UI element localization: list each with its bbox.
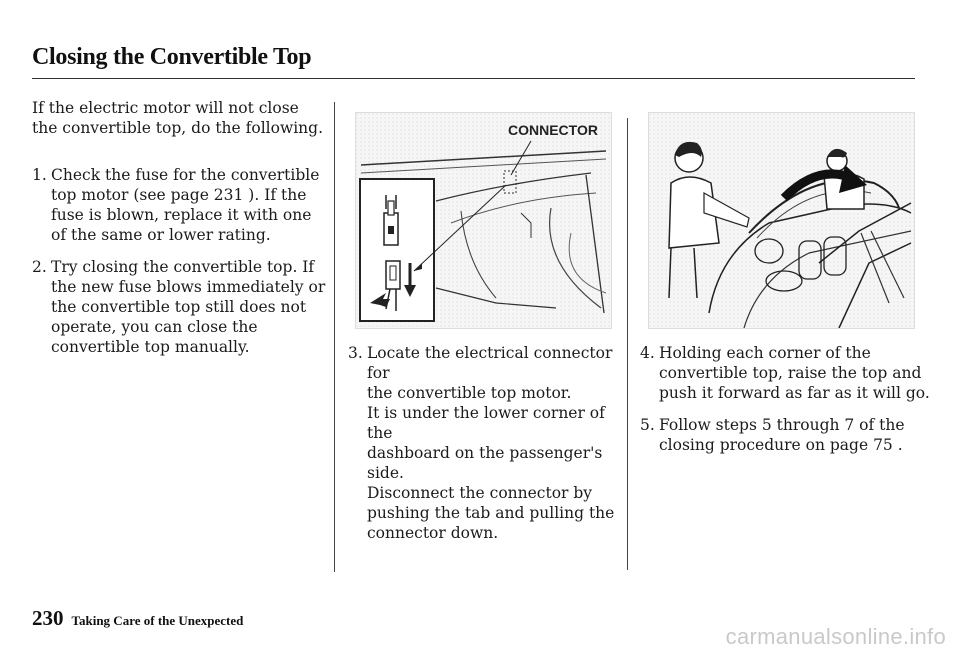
step-1 (32, 165, 332, 245)
text-line: convertible top manually. (51, 338, 250, 356)
section-name: Taking Care of the Unexpected (71, 613, 244, 628)
step-3 (348, 343, 628, 543)
step-number: 5. (640, 416, 655, 434)
page-title: Closing the Convertible Top (32, 44, 312, 70)
step-number: 2. (32, 258, 47, 276)
text-line: closing procedure on page 75 . (659, 436, 903, 454)
connector-label: CONNECTOR (508, 122, 598, 138)
text-line: of the same or lower rating. (51, 226, 271, 244)
text-line: If the electric motor will not close (32, 99, 299, 117)
step-2 (32, 257, 332, 357)
text-line: dashboard on the passenger's side. (367, 444, 603, 482)
text-line: convertible top, raise the top and (659, 364, 922, 382)
text-line: top motor (see page 231 ). If the (51, 186, 307, 204)
step-5 (640, 415, 930, 455)
text-line: the convertible top motor. (367, 384, 572, 402)
connector-drawing (356, 113, 611, 328)
text-line: fuse is blown, replace it with one (51, 206, 312, 224)
step-number: 3. (348, 344, 363, 362)
connector-illustration (355, 112, 612, 329)
raising-top-drawing (649, 113, 914, 328)
text-line: push it forward as far as it will go. (659, 384, 930, 402)
page-number: 230 (32, 606, 64, 630)
step-number: 4. (640, 344, 655, 362)
text-line: Try closing the convertible top. If (51, 258, 315, 276)
step-4 (640, 343, 930, 403)
text-line: Disconnect the connector by (367, 484, 593, 502)
page-footer (32, 606, 243, 631)
convertible-top-illustration (648, 112, 915, 329)
column-divider-left (334, 102, 335, 572)
text-line: It is under the lower corner of the (367, 404, 605, 442)
text-line: Locate the electrical connector for (367, 344, 613, 382)
text-line: Check the fuse for the convertible (51, 166, 320, 184)
text-line: operate, you can close the (51, 318, 258, 336)
intro-paragraph (32, 98, 332, 138)
text-line: pushing the tab and pulling the (367, 504, 615, 522)
text-line: connector down. (367, 524, 499, 542)
step-number: 1. (32, 166, 47, 184)
site-watermark: carmanualsonline.info (725, 624, 946, 649)
text-line: Follow steps 5 through 7 of the (659, 416, 905, 434)
text-line: Holding each corner of the (659, 344, 871, 362)
text-line: the new fuse blows immediately or (51, 278, 326, 296)
text-line: the convertible top still does not (51, 298, 307, 316)
title-divider (32, 78, 915, 79)
text-line: the convertible top, do the following. (32, 119, 324, 137)
